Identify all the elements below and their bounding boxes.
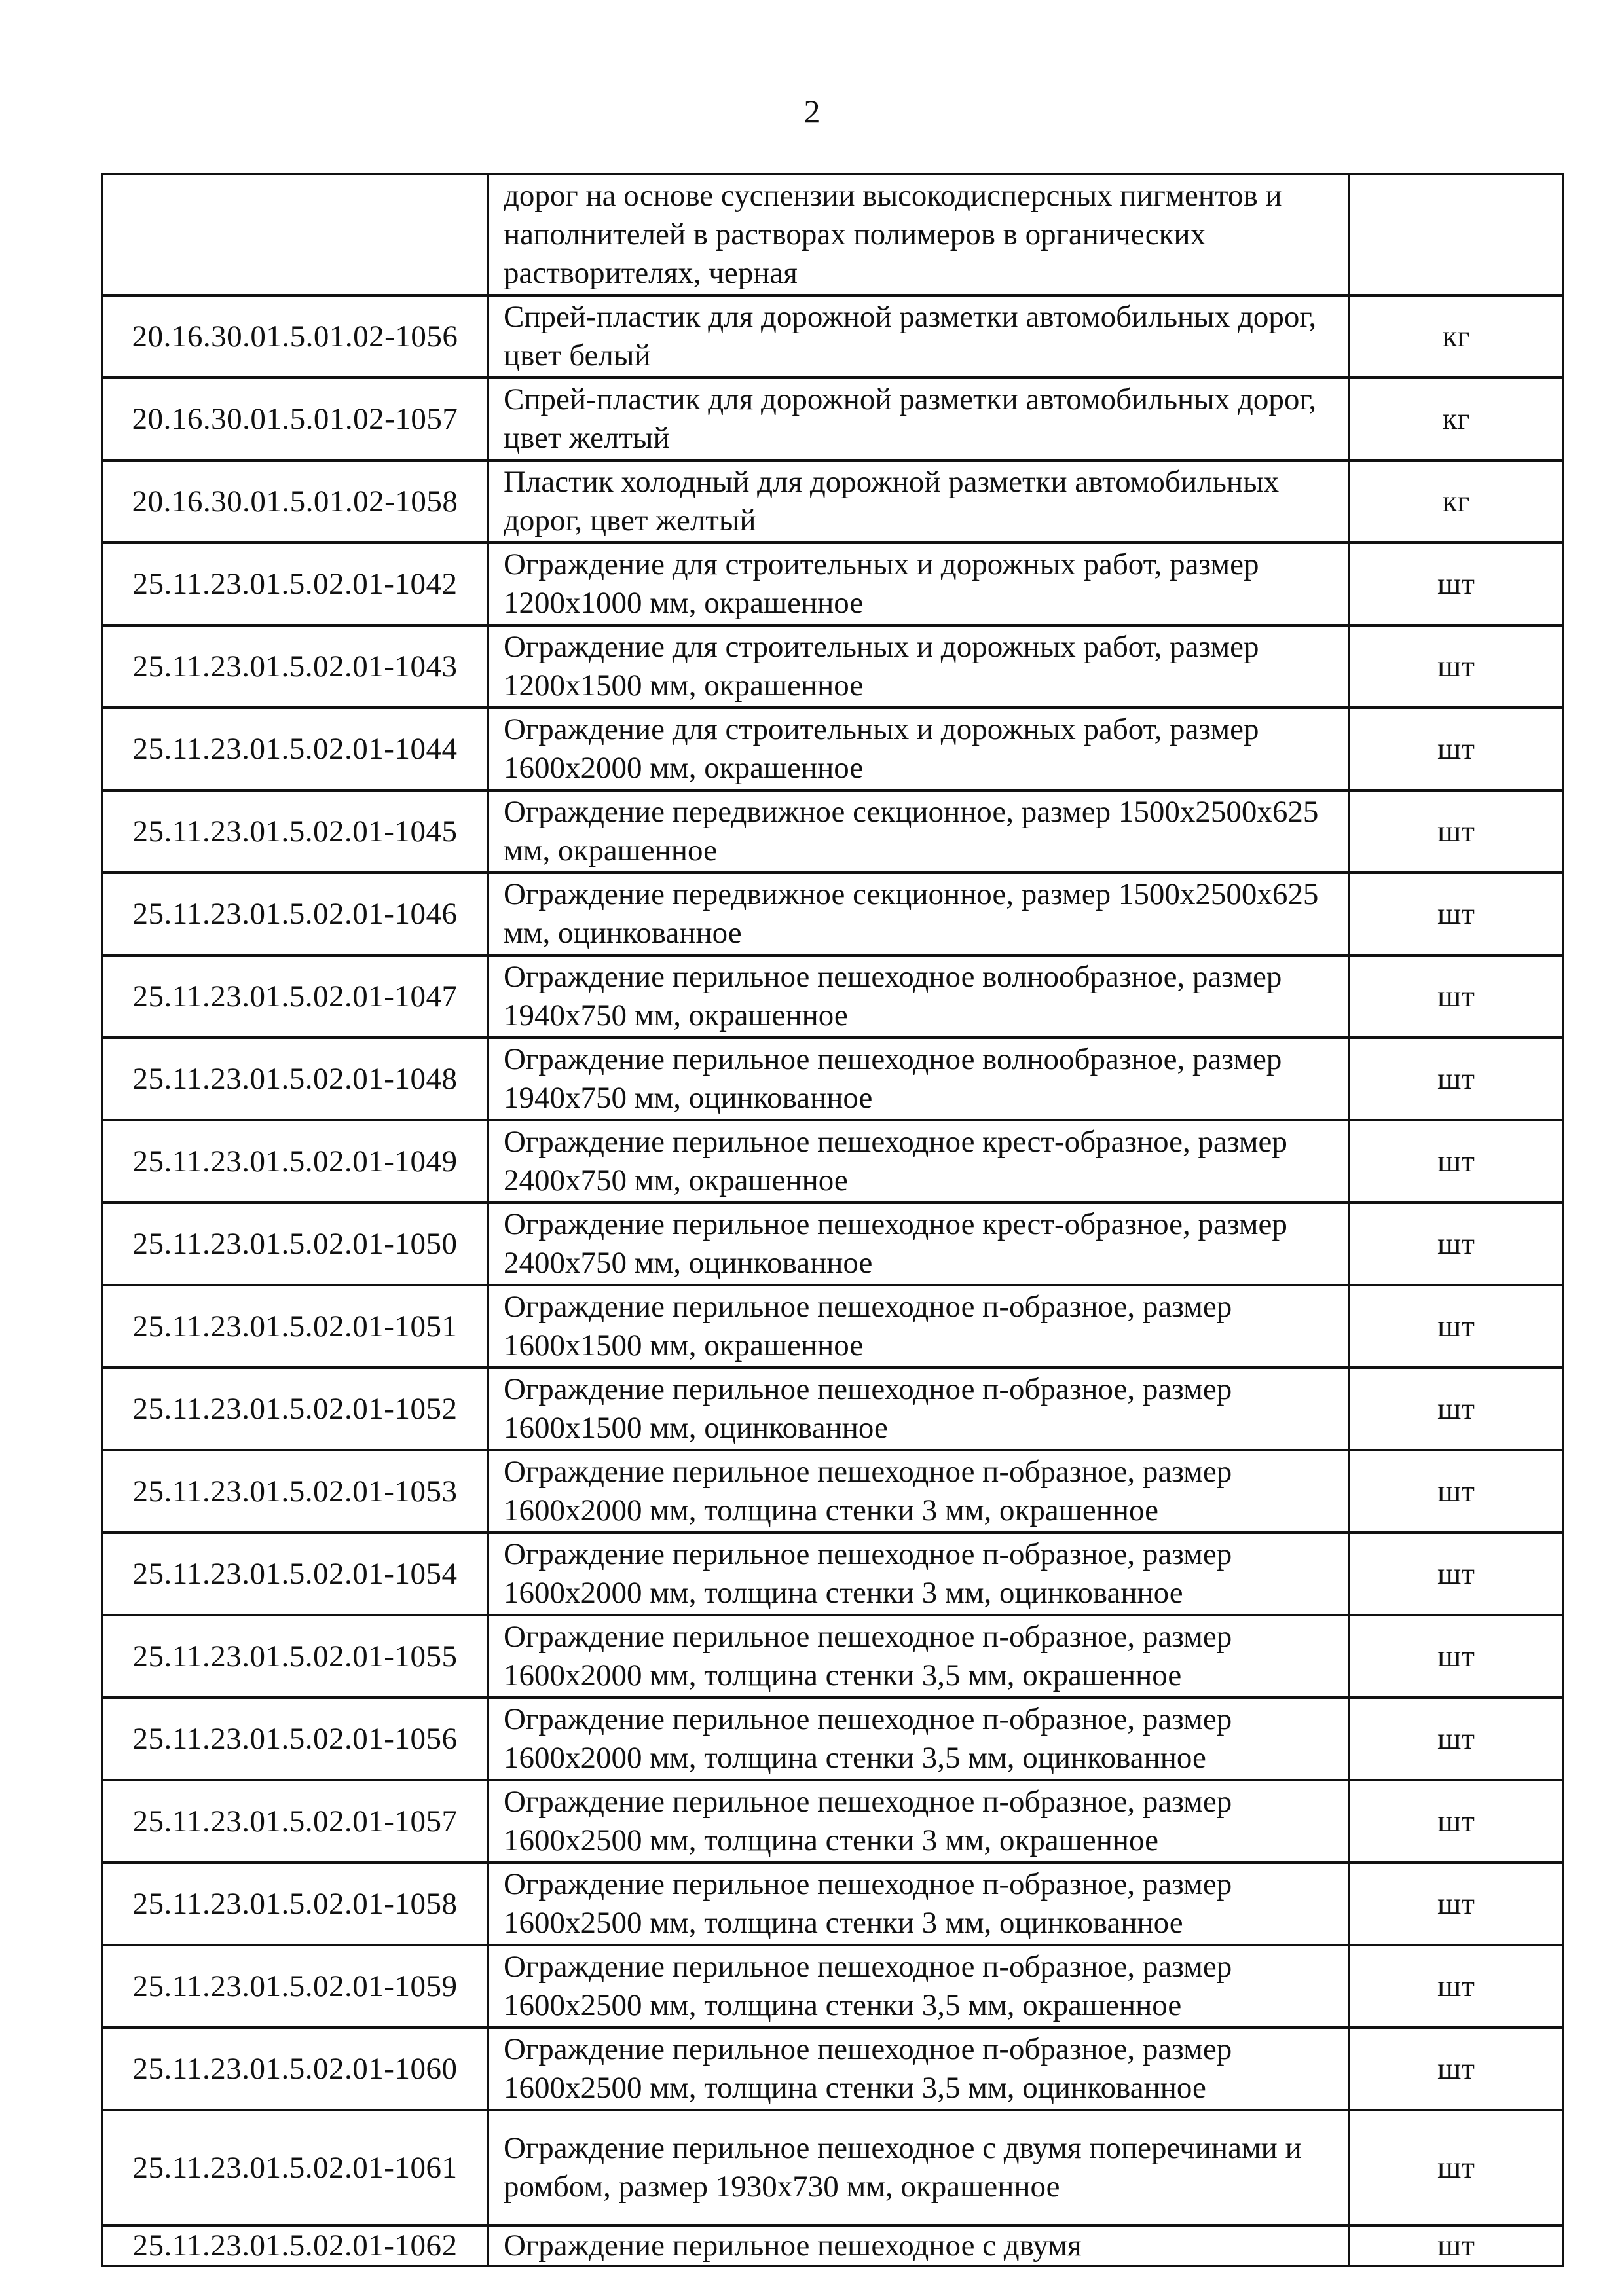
item-unit: шт <box>1349 873 1563 955</box>
table-row <box>102 2028 1563 2110</box>
item-code: 25.11.23.01.5.02.01-1060 <box>102 2028 488 2110</box>
item-code: 20.16.30.01.5.01.02-1057 <box>102 378 488 460</box>
item-name <box>488 1368 1349 1450</box>
item-code: 25.11.23.01.5.02.01-1056 <box>102 1698 488 1780</box>
table-row <box>102 790 1563 873</box>
item-name-text: Ограждение перильное пешеходное крест-образное, размер 2400x750 мм, окрашенное <box>504 1125 1287 1197</box>
table-row <box>102 1698 1563 1780</box>
item-name-text: Ограждение перильное пешеходное волнообразное, размер 1940x750 мм, оцинкованное <box>504 1042 1282 1115</box>
item-code: 25.11.23.01.5.02.01-1055 <box>102 1615 488 1698</box>
table-row <box>102 873 1563 955</box>
item-unit: шт <box>1349 708 1563 790</box>
item-code: 25.11.23.01.5.02.01-1043 <box>102 625 488 708</box>
item-code: 25.11.23.01.5.02.01-1057 <box>102 1780 488 1863</box>
table-row <box>102 1285 1563 1368</box>
table-row <box>102 543 1563 625</box>
item-code: 25.11.23.01.5.02.01-1046 <box>102 873 488 955</box>
table-row <box>102 460 1563 543</box>
item-name-text: Ограждение перильное пешеходное крест-образное, размер 2400x750 мм, оцинкованное <box>504 1207 1287 1280</box>
item-name-text: Ограждение перильное пешеходное п-образное, размер 1600x2500 мм, толщина стенки 3 мм, окрашенное <box>504 1785 1232 1857</box>
item-name <box>488 378 1349 460</box>
item-unit: шт <box>1349 1450 1563 1533</box>
item-unit: кг <box>1349 295 1563 378</box>
table-row <box>102 295 1563 378</box>
item-name-text: Ограждение для строительных и дорожных работ, размер 1600x2000 мм, окрашенное <box>504 712 1259 785</box>
item-unit: шт <box>1349 1698 1563 1780</box>
item-code: 25.11.23.01.5.02.01-1052 <box>102 1368 488 1450</box>
item-name-text: Ограждение перильное пешеходное п-образное, размер 1600x2000 мм, толщина стенки 3,5 мм, оцинкованное <box>504 1702 1232 1775</box>
item-unit: кг <box>1349 460 1563 543</box>
item-code: 25.11.23.01.5.02.01-1050 <box>102 1203 488 1285</box>
item-name-text: Ограждение перильное пешеходное п-образное, размер 1600x2500 мм, толщина стенки 3,5 мм, окрашенное <box>504 1950 1232 2022</box>
table-row <box>102 708 1563 790</box>
item-unit: шт <box>1349 1120 1563 1203</box>
item-unit: кг <box>1349 378 1563 460</box>
item-unit: шт <box>1349 1368 1563 1450</box>
item-name <box>488 1615 1349 1698</box>
item-code: 20.16.30.01.5.01.02-1056 <box>102 295 488 378</box>
item-unit: шт <box>1349 1863 1563 1945</box>
item-name <box>488 625 1349 708</box>
table-row <box>102 2110 1563 2225</box>
item-name-text: Спрей-пластик для дорожной разметки автомобильных дорог, цвет белый <box>504 300 1317 373</box>
item-code: 20.16.30.01.5.01.02-1058 <box>102 460 488 543</box>
table-row <box>102 1615 1563 1698</box>
item-name-text: Ограждение для строительных и дорожных работ, размер 1200x1500 мм, окрашенное <box>504 630 1259 702</box>
item-unit: шт <box>1349 1780 1563 1863</box>
page-number: 2 <box>803 93 821 130</box>
item-unit: шт <box>1349 1945 1563 2028</box>
item-name <box>488 460 1349 543</box>
item-code: 25.11.23.01.5.02.01-1059 <box>102 1945 488 2028</box>
item-code: 25.11.23.01.5.02.01-1054 <box>102 1533 488 1615</box>
table-row <box>102 1945 1563 2028</box>
item-name <box>488 1863 1349 1945</box>
item-name-text: Ограждение передвижное секционное, размер 1500x2500x625 мм, оцинкованное <box>504 877 1319 950</box>
item-unit <box>1349 174 1563 295</box>
item-code: 25.11.23.01.5.02.01-1051 <box>102 1285 488 1368</box>
table-row <box>102 2225 1563 2266</box>
item-code: 25.11.23.01.5.02.01-1048 <box>102 1038 488 1120</box>
item-name <box>488 2110 1349 2225</box>
item-code: 25.11.23.01.5.02.01-1062 <box>102 2225 488 2266</box>
table-row <box>102 1120 1563 1203</box>
item-name <box>488 955 1349 1038</box>
item-name <box>488 1698 1349 1780</box>
item-name-text: Ограждение передвижное секционное, размер 1500x2500x625 мм, окрашенное <box>504 795 1319 867</box>
item-name-text: Ограждение перильное пешеходное п-образное, размер 1600x2000 мм, толщина стенки 3,5 мм, окрашенное <box>504 1620 1232 1692</box>
item-name-text: Ограждение перильное пешеходное волнообразное, размер 1940x750 мм, окрашенное <box>504 960 1282 1032</box>
item-name <box>488 790 1349 873</box>
item-name <box>488 1945 1349 2028</box>
item-name-text: Пластик холодный для дорожной разметки автомобильных дорог, цвет желтый <box>504 465 1280 538</box>
item-name-text: Ограждение перильное пешеходное п-образное, размер 1600x2500 мм, толщина стенки 3,5 мм, оцинкованное <box>504 2032 1232 2105</box>
item-name <box>488 543 1349 625</box>
item-unit: шт <box>1349 543 1563 625</box>
table-row <box>102 1203 1563 1285</box>
items-table <box>101 173 1564 2267</box>
item-code: 25.11.23.01.5.02.01-1053 <box>102 1450 488 1533</box>
item-name <box>488 2225 1349 2266</box>
item-name-text: Ограждение перильное пешеходное с двумя <box>504 2229 1082 2263</box>
item-name-text: Ограждение перильное пешеходное п-образное, размер 1600x1500 мм, оцинкованное <box>504 1372 1232 1445</box>
table-row <box>102 174 1563 295</box>
item-unit: шт <box>1349 625 1563 708</box>
item-unit: шт <box>1349 1615 1563 1698</box>
item-unit: шт <box>1349 1533 1563 1615</box>
item-code: 25.11.23.01.5.02.01-1058 <box>102 1863 488 1945</box>
item-unit: шт <box>1349 790 1563 873</box>
item-name-text: дорог на основе суспензии высокодисперсных пигментов и наполнителей в растворах полимеров в органических растворителях, черная <box>504 179 1282 290</box>
item-name-text: Ограждение перильное пешеходное п-образное, размер 1600x1500 мм, окрашенное <box>504 1290 1232 1362</box>
item-name <box>488 1038 1349 1120</box>
item-name <box>488 1450 1349 1533</box>
item-name <box>488 873 1349 955</box>
item-code: 25.11.23.01.5.02.01-1042 <box>102 543 488 625</box>
items-table-body <box>102 174 1563 2266</box>
table-row <box>102 1780 1563 1863</box>
item-name <box>488 1285 1349 1368</box>
item-name <box>488 2028 1349 2110</box>
item-name-text: Ограждение перильное пешеходное п-образное, размер 1600x2000 мм, толщина стенки 3 мм, окрашенное <box>504 1455 1232 1527</box>
table-row <box>102 625 1563 708</box>
item-name-text: Ограждение перильное пешеходное с двумя поперечинами и ромбом, размер 1930x730 мм, окрашенное <box>504 2131 1302 2204</box>
item-name-text: Ограждение для строительных и дорожных работ, размер 1200x1000 мм, окрашенное <box>504 547 1259 620</box>
item-code: 25.11.23.01.5.02.01-1047 <box>102 955 488 1038</box>
table-row <box>102 1863 1563 1945</box>
item-code: 25.11.23.01.5.02.01-1049 <box>102 1120 488 1203</box>
item-name-text: Ограждение перильное пешеходное п-образное, размер 1600x2000 мм, толщина стенки 3 мм, оцинкованное <box>504 1537 1232 1610</box>
item-code: 25.11.23.01.5.02.01-1044 <box>102 708 488 790</box>
item-code <box>102 174 488 295</box>
table-row <box>102 1533 1563 1615</box>
item-name <box>488 1203 1349 1285</box>
table-row <box>102 1450 1563 1533</box>
item-unit: шт <box>1349 1203 1563 1285</box>
item-name <box>488 1533 1349 1615</box>
table-row <box>102 1368 1563 1450</box>
item-name <box>488 1780 1349 1863</box>
item-unit: шт <box>1349 2225 1563 2266</box>
item-name-text: Спрей-пластик для дорожной разметки автомобильных дорог, цвет желтый <box>504 382 1317 455</box>
table-row <box>102 955 1563 1038</box>
item-unit: шт <box>1349 1285 1563 1368</box>
table-row <box>102 378 1563 460</box>
item-unit: шт <box>1349 955 1563 1038</box>
item-name-text: Ограждение перильное пешеходное п-образное, размер 1600x2500 мм, толщина стенки 3 мм, оцинкованное <box>504 1867 1232 1940</box>
item-name <box>488 708 1349 790</box>
item-unit: шт <box>1349 2110 1563 2225</box>
table-row <box>102 1038 1563 1120</box>
item-code: 25.11.23.01.5.02.01-1045 <box>102 790 488 873</box>
item-name <box>488 295 1349 378</box>
item-code: 25.11.23.01.5.02.01-1061 <box>102 2110 488 2225</box>
item-name <box>488 1120 1349 1203</box>
item-unit: шт <box>1349 2028 1563 2110</box>
item-unit: шт <box>1349 1038 1563 1120</box>
item-name <box>488 174 1349 295</box>
